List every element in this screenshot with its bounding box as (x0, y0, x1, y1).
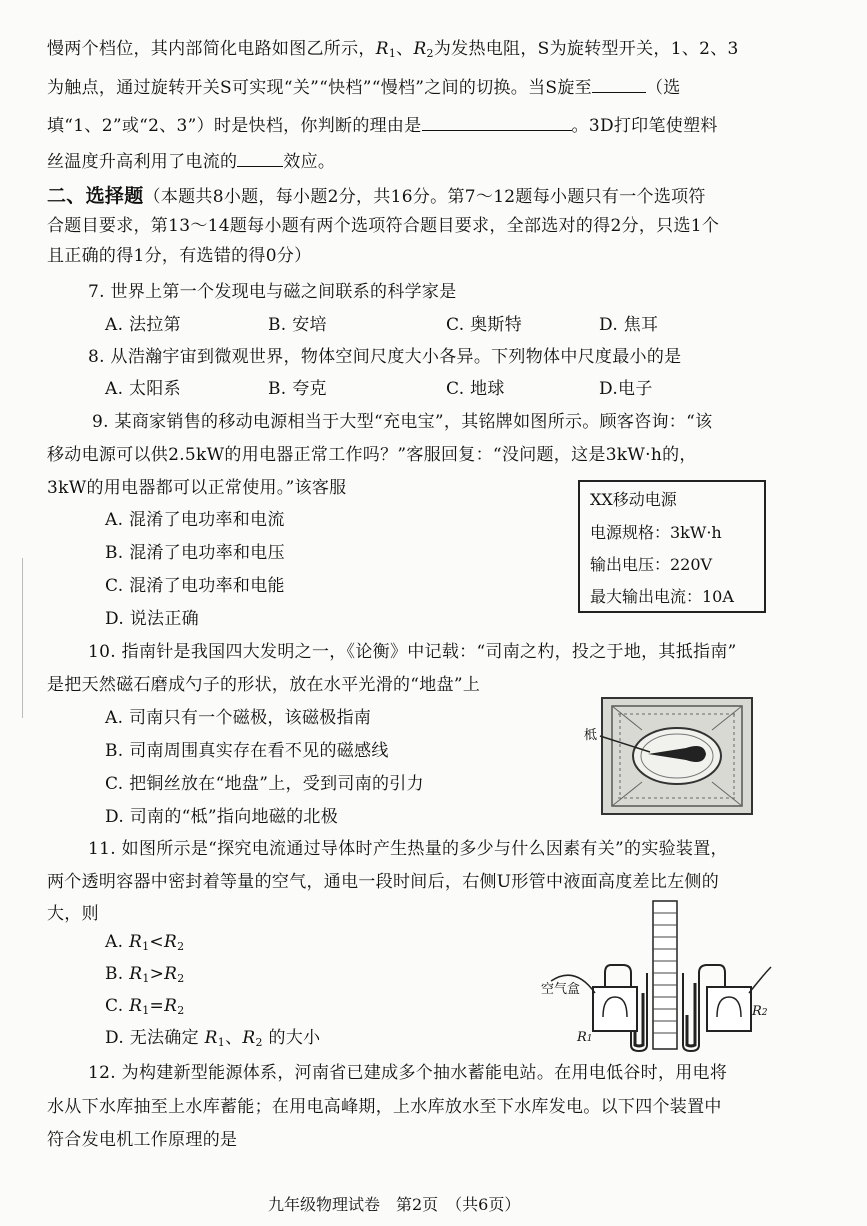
question-11-line-3: 大，则 (47, 904, 99, 924)
question-12-line-2: 水从下水库抽至上水库蓄能；在用电高峰期，上水库放水至下水库发电。以下四个装置中 (47, 1097, 722, 1117)
question-9-option-d[interactable]: D. 说法正确 (105, 609, 199, 629)
question-10-option-c[interactable]: C. 把铜丝放在“地盘”上，受到司南的引力 (105, 774, 424, 794)
sinan-handle-label: 柢 (584, 728, 598, 743)
question-11-line-2: 两个透明容器中密封着等量的空气，通电一段时间后，右侧U形管中液面高度差比左侧的 (47, 872, 720, 892)
page-footer: 九年级物理试卷 第2页 （共6页） (268, 1195, 521, 1214)
question-8-stem: 8. 从浩瀚宇宙到微观世界，物体空间尺度大小各异。下列物体中尺度最小的是 (88, 347, 682, 367)
question-7-option-d[interactable]: D. 焦耳 (599, 315, 659, 335)
question-8-option-d[interactable]: D.电子 (599, 379, 653, 399)
resistor-r1-label: R1 (577, 1030, 593, 1045)
question-9-option-b[interactable]: B. 混淆了电功率和电压 (105, 543, 285, 563)
question-11-option-b[interactable]: B. $R_1>R_2$ (105, 964, 185, 985)
question-8-option-c[interactable]: C. 地球 (446, 379, 505, 399)
intro-line-1: 慢两个档位，其内部简化电路如图乙所示，$R_1$、$R_2$为发热电阻，S为旋转型开关，1、2、3 (47, 39, 739, 60)
question-11-option-a[interactable]: A. $R_1<R_2$ (105, 932, 185, 953)
intro-line-2: 为触点，通过旋转开关S可实现“关”“快档”“慢档”之间的切换。当S旋至 （选 (47, 78, 681, 98)
section-heading: 二、选择题 (47, 185, 144, 207)
nameplate-title: XX移动电源 (590, 490, 677, 509)
question-12-line-3: 符合发电机工作原理的是 (47, 1130, 238, 1150)
power-bank-nameplate (578, 480, 766, 613)
question-10-line-1: 10. 指南针是我国四大发明之一，《论衡》中记载：“司南之杓，投之于地，其抵指南” (88, 642, 737, 662)
nameplate-current: 最大输出电流：10A (590, 587, 734, 606)
section-instructions-line-2: 合题目要求，第13～14题每小题有两个选项符合题目要求，全部选对的得2分，只选1个 (47, 216, 720, 236)
nameplate-capacity: 电源规格：3kW·h (590, 523, 722, 542)
question-11-line-1: 11. 如图所示是“探究电流通过导体时产生热量的多少与什么因素有关”的实验装置， (88, 839, 728, 859)
question-9-option-a[interactable]: A. 混淆了电功率和电流 (105, 510, 285, 530)
question-7-option-b[interactable]: B. 安培 (268, 315, 327, 335)
question-10-line-2: 是把天然磁石磨成勺子的形状，放在水平光滑的“地盘”上 (47, 675, 481, 695)
answer-blank-effect[interactable] (237, 150, 283, 167)
question-12-line-1: 12. 为构建新型能源体系，河南省已建成多个抽水蓄能电站。在用电低谷时，用电将 (88, 1063, 728, 1083)
question-8-option-b[interactable]: B. 夸克 (268, 379, 327, 399)
sinan-compass-figure (578, 690, 768, 820)
question-11-option-c[interactable]: C. $R_1=R_2$ (105, 996, 185, 1017)
question-11-option-d[interactable]: D. 无法确定 $R_1$、$R_2$ 的大小 (105, 1028, 321, 1049)
question-7-option-c[interactable]: C. 奥斯特 (446, 315, 523, 335)
joule-heating-apparatus-figure (535, 895, 775, 1055)
resistor-r2-label: R2 (752, 1004, 768, 1019)
question-10-option-a[interactable]: A. 司南只有一个磁极，该磁极指南 (105, 708, 372, 728)
question-10-option-b[interactable]: B. 司南周围真实存在看不见的磁感线 (105, 741, 389, 761)
answer-blank-position[interactable] (592, 76, 646, 93)
question-9-line-3: 3kW的用电器都可以正常使用。”该客服 (47, 478, 347, 498)
air-box-label: 空气盒 (541, 982, 581, 997)
question-7-option-a[interactable]: A. 法拉第 (105, 315, 181, 335)
intro-line-3: 填“1、2”或“2、3”）时是快档，你判断的理由是 。3D打印笔使塑料 (47, 116, 718, 136)
question-9-line-1: 9. 某商家销售的移动电源相当于大型“充电宝”，其铭牌如图所示。顾客咨询：“该 (92, 412, 713, 432)
nameplate-voltage: 输出电压：220V (590, 555, 713, 574)
section-instructions-line-1: 二、选择题（本题共8小题，每小题2分，共16分。第7～12题每小题只有一个选项符 (47, 185, 706, 207)
binding-margin-line (22, 558, 23, 718)
question-8-option-a[interactable]: A. 太阳系 (105, 379, 181, 399)
question-9-line-2: 移动电源可以供2.5kW的用电器正常工作吗？”客服回复：“没问题，这是3kW·h的， (47, 445, 697, 465)
intro-line-4: 丝温度升高利用了电流的 效应。 (47, 152, 336, 172)
answer-blank-reason[interactable] (422, 114, 572, 131)
question-10-option-d[interactable]: D. 司南的“柢”指向地磁的北极 (105, 807, 339, 827)
question-7-stem: 7. 世界上第一个发现电与磁之间联系的科学家是 (88, 282, 457, 302)
question-9-option-c[interactable]: C. 混淆了电功率和电能 (105, 576, 285, 596)
section-instructions-line-3: 且正确的得1分，有选错的得0分） (47, 246, 312, 266)
